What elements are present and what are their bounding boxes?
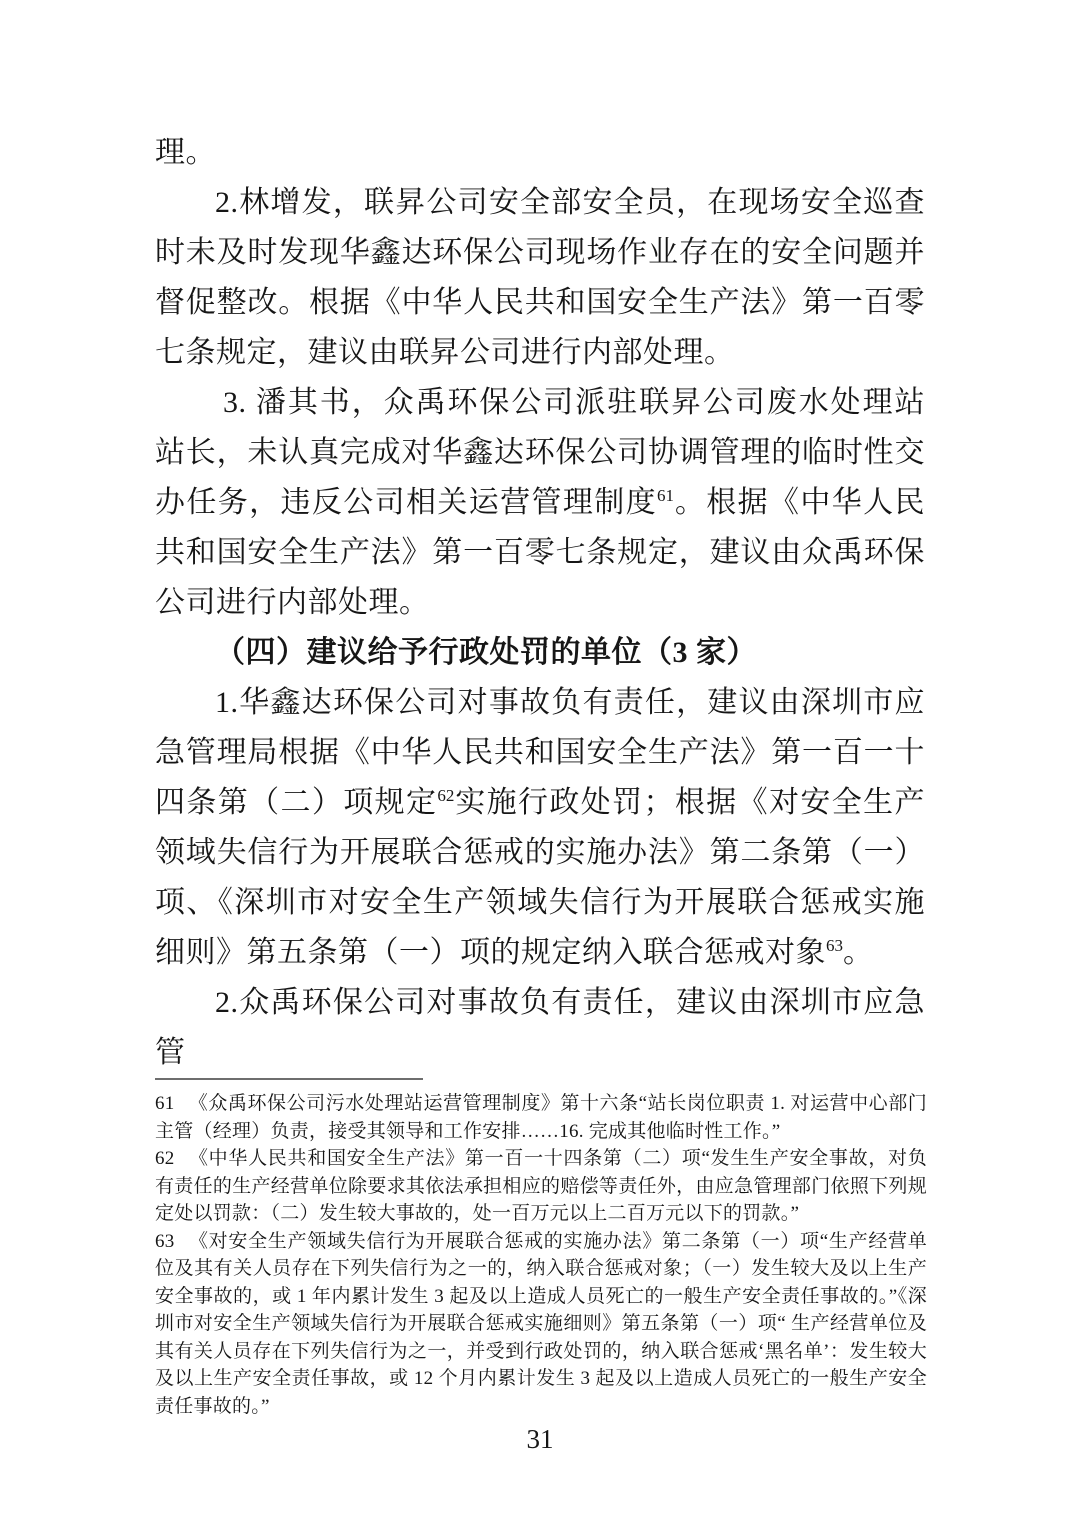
footnote-number: 61 <box>155 1093 175 1114</box>
footnote-list <box>155 1090 927 1420</box>
section-heading: （四）建议给予行政处罚的单位（3 家） <box>215 636 757 669</box>
body-paragraph: 3. 潘其书，众禹环保公司派驻联昇公司废水处理站站长，未认真完成对华鑫达环保公司协调管理的临时性交办任务，违反公司相关运营管理制度$^{61}$。根据《中华人民共和国安全生产法》第一百零七条规定，建议由众禹环保公司进行内部处理。 <box>155 386 925 619</box>
footnote-number: 62 <box>155 1148 175 1169</box>
body-paragraph: 2.众禹环保公司对事故负有责任，建议由深圳市应急管 <box>155 986 925 1069</box>
footnote-separator <box>155 1078 423 1080</box>
footnote-number: 63 <box>155 1230 175 1252</box>
body-text <box>155 128 925 1078</box>
footnote-item: 63 《对安全生产领域失信行为开展联合惩戒的实施办法》第二条第（一）项“生产经营单位及其有关人员存在下列失信行为之一的，纳入联合惩戒对象；（一）发生较大及以上生产安全事故的，或 1 年内累计发生 3 起及以上造成人员死亡的一般生产安全责任事故的。”《深圳市对安全生产领域失信行为开展联合惩戒实施细则》第五条第（一）项“ 生产经营单位及其有关人员存在下列失信行为之一，并受到行政处罚的，纳入联合惩戒‘黑名单’：发生较大及以上生产安全责任事故，或 12 个月内累计发生 3 起及以上造成人员死亡的一般生产安全责任事故的。” <box>155 1230 927 1417</box>
footnotes-section <box>155 1078 927 1420</box>
footnote-item: 61 《众禹环保公司污水处理站运营管理制度》第十六条“站长岗位职责 1. 对运营中心部门主管（经理）负责，接受其领导和工作安排……16. 完成其他临时性工作。” <box>155 1093 927 1142</box>
footnote-reference: 63 <box>826 936 843 955</box>
body-paragraph: 理。 <box>155 136 216 169</box>
footnote-item: 62 《中华人民共和国安全生产法》第一百一十四条第（二）项“发生生产安全事故，对负有责任的生产经营单位除要求其依法承担相应的赔偿等责任外，由应急管理部门依照下列规定处以罚款：（二）发生较大事故的，处一百万元以上二百万元以下的罚款。” <box>155 1148 927 1224</box>
footnote-reference: 61 <box>657 486 674 505</box>
page-number: 31 <box>526 1424 554 1454</box>
body-paragraph: 1.华鑫达环保公司对事故负有责任，建议由深圳市应急管理局根据《中华人民共和国安全生产法》第一百一十四条第（二）项规定$^{62}$实施行政处罚；根据《对安全生产领域失信行为开展联合惩戒的实施办法》第二条第（一）项、《深圳市对安全生产领域失信行为开展联合惩戒实施细则》第五条第（一）项的规定纳入联合惩戒对象$^{63}$。 <box>155 686 925 969</box>
body-paragraph: 2.林增发，联昇公司安全部安全员，在现场安全巡查时未及时发现华鑫达环保公司现场作业存在的安全问题并督促整改。根据《中华人民共和国安全生产法》第一百零七条规定，建议由联昇公司进行内部处理。 <box>155 186 925 369</box>
footnote-reference: 62 <box>437 786 455 805</box>
